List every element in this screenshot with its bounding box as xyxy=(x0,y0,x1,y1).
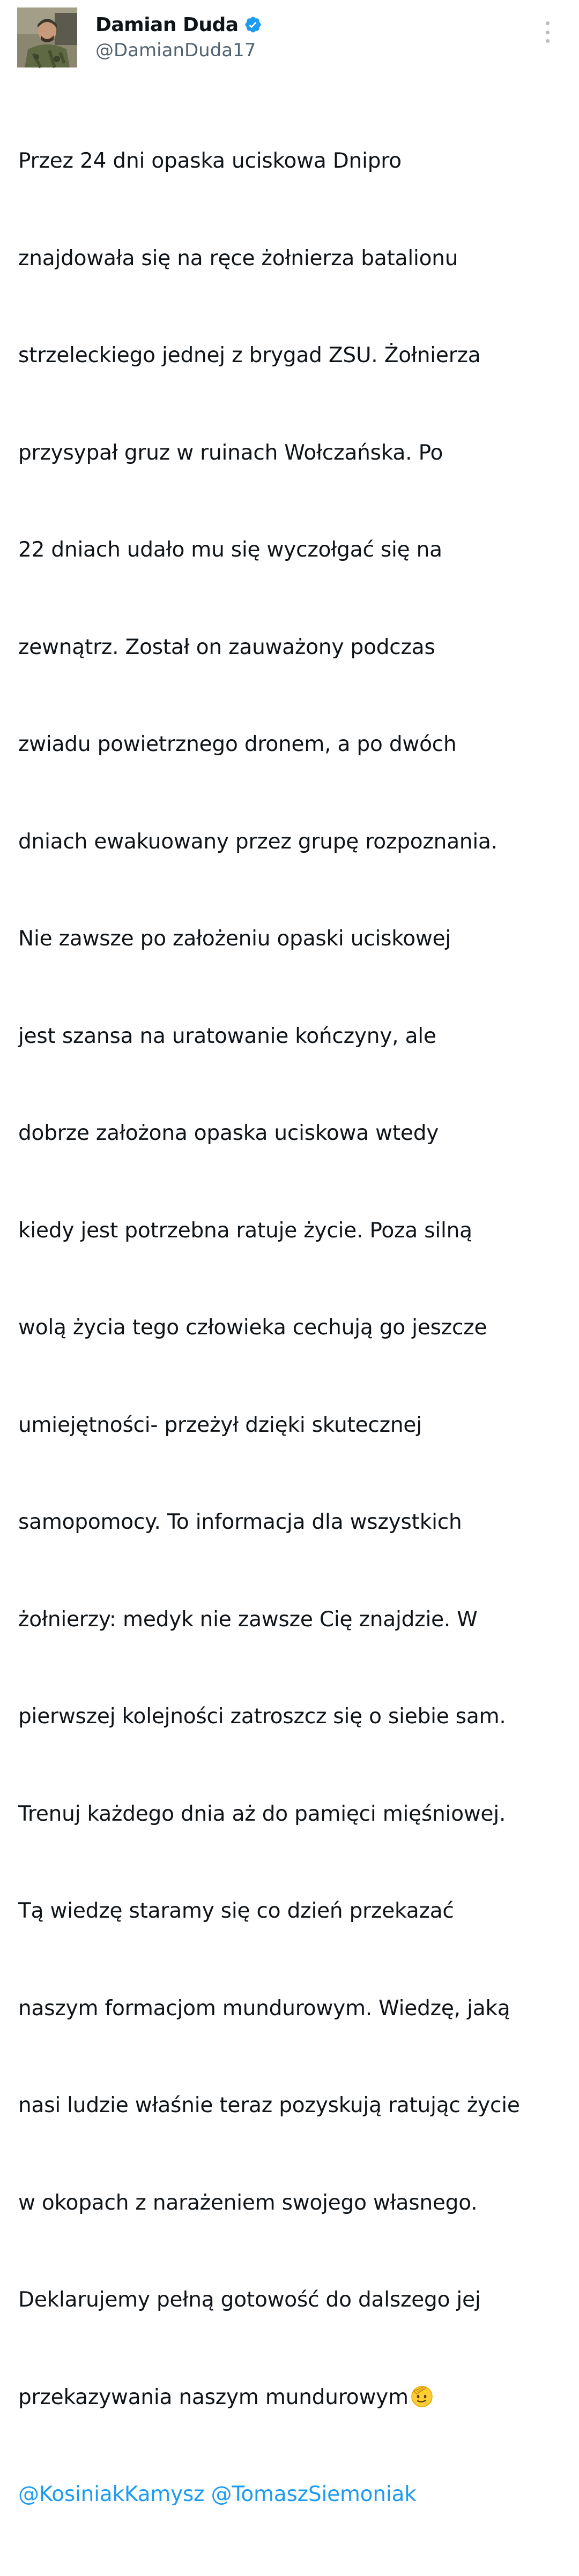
name-row xyxy=(95,11,262,39)
tweet-line: dniach ewakuowany przez grupę rozpoznania. xyxy=(18,829,498,854)
tweet-line: zewnątrz. Został on zauważony podczas xyxy=(18,635,435,659)
tweet-line: umiejętności- przeżył dzięki skutecznej xyxy=(18,1413,422,1437)
mention-link-kosiniakkamysz[interactable]: @KosiniakKamysz xyxy=(18,2482,205,2506)
tweet-line: żołnierzy: medyk nie zawsze Cię znajdzie. W xyxy=(18,1607,478,1632)
tweet-line-last xyxy=(18,2382,570,2414)
tweet-line: 22 dniach udało mu się wyczołgać się na xyxy=(18,538,442,562)
tweet-line: znajdowała się na ręce żołnierza batalionu xyxy=(18,246,458,271)
tweet-line: pierwszej kolejności zatroszcz się o siebie sam. xyxy=(18,1704,506,1729)
verified-badge-icon xyxy=(244,16,262,34)
soldier-portrait-avatar xyxy=(17,7,77,67)
tweet-line: dobrze założona opaska uciskowa wtedy xyxy=(18,1121,439,1145)
tweet-line: samopomocy. To informacja dla wszystkich xyxy=(18,1510,462,1534)
mentions-row xyxy=(18,2479,570,2511)
tweet-line: jest szansa na uratowanie kończyny, ale xyxy=(18,1024,436,1048)
avatar[interactable] xyxy=(17,7,77,67)
tweet-line: przysypał gruz w ruinach Wołczańska. Po xyxy=(18,440,443,465)
more-dot-icon xyxy=(546,31,550,34)
display-name[interactable]: Damian Duda xyxy=(95,13,239,36)
author-info xyxy=(95,11,262,61)
tweet-line: Deklarujemy pełną gotowość do dalszego jej xyxy=(18,2288,481,2312)
tweet-line: w okopach z narażeniem swojego własnego. xyxy=(18,2190,478,2215)
tweet-line: przekazywania naszym mundurowym xyxy=(18,2385,409,2409)
tweet-text xyxy=(18,80,570,2576)
more-options-button[interactable] xyxy=(539,21,555,43)
tweet-line: wolą życia tego człowieka cechują go jeszcze xyxy=(18,1316,487,1340)
tweet-line: nasi ludzie właśnie teraz pozyskują ratując życie xyxy=(18,2093,520,2117)
tweet-line: Trenuj każdego dnia aż do pamięci mięśniowej. xyxy=(18,1801,506,1826)
tweet-line: Tą wiedzę staramy się co dzień przekazać xyxy=(18,1899,454,1923)
more-dot-icon xyxy=(546,39,550,43)
saluting-face-emoji xyxy=(410,2384,434,2408)
tweet-line: strzeleckiego jednej z brygad ZSU. Żołnierza xyxy=(18,343,481,367)
more-dot-icon xyxy=(546,21,550,25)
tweet-line: naszym formacjom mundurowym. Wiedzę, jaką xyxy=(18,1996,510,2021)
mention-link-tomaszsiemoniak[interactable]: @TomaszSiemoniak xyxy=(211,2482,417,2506)
tweet-line: kiedy jest potrzebna ratuje życie. Poza silną xyxy=(18,1218,472,1243)
tweet-line: zwiadu powietrznego dronem, a po dwóch xyxy=(18,732,457,756)
tweet-line: Przez 24 dni opaska uciskowa Dnipro xyxy=(18,149,402,173)
user-handle[interactable]: @DamianDuda17 xyxy=(95,40,256,61)
tweet-line: Nie zawsze po założeniu opaski uciskowej xyxy=(18,927,451,951)
